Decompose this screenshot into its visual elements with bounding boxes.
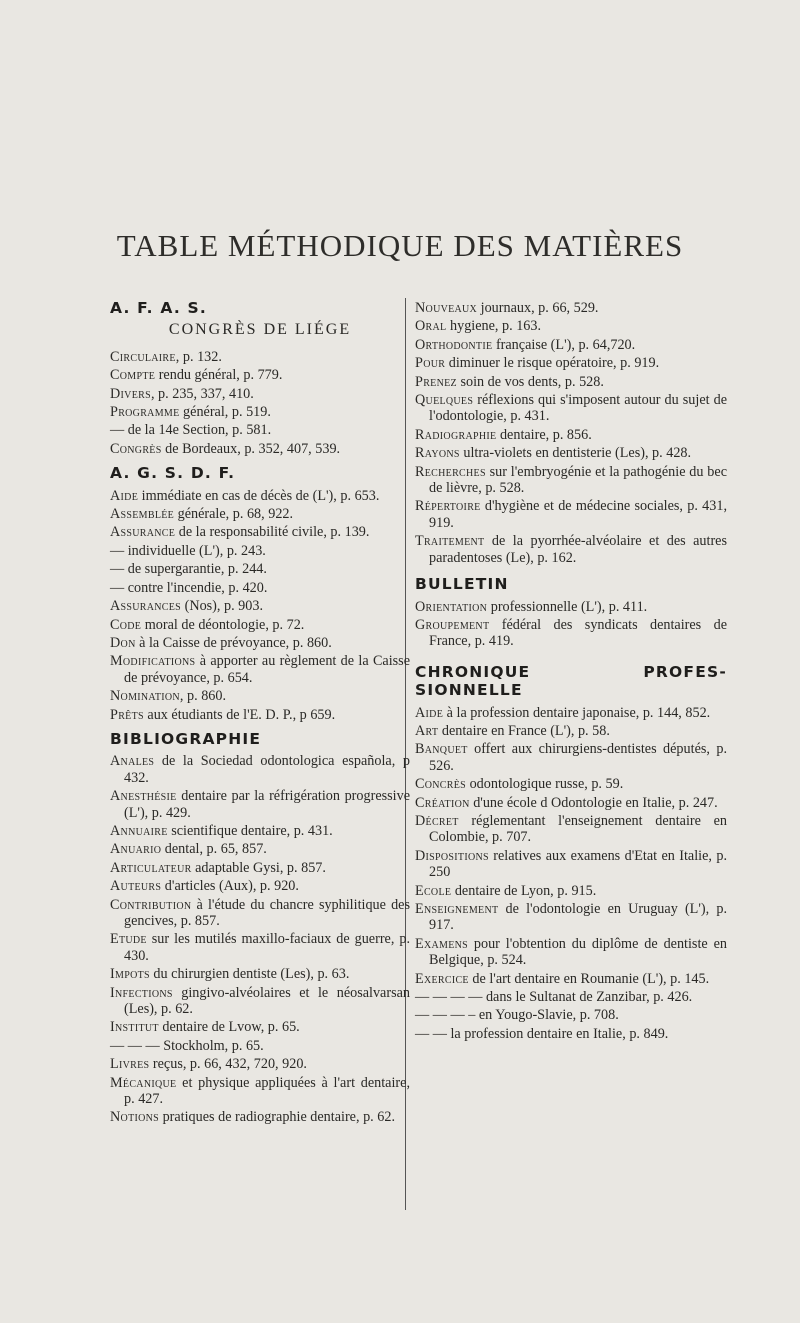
entry-text: d'une école d Odontologie en Italie, p. 247. [469,794,718,811]
entry-keyword: Anales [110,753,155,770]
heading-word: PROFES- [643,662,727,681]
index-entry [110,653,410,686]
entry-text: à apporter au règlement de la Caisse de prévoyance, p. 654. [124,653,410,686]
page-title: TABLE MÉTHODIQUE DES MATIÈRES [116,228,684,263]
section-heading-continued: SIONNELLE [415,681,523,700]
entry-text: à la Caisse de prévoyance, p. 860. [135,634,332,651]
entry-keyword: Décret [415,812,459,829]
index-entry [110,878,410,894]
entry-keyword: Circulaire [110,348,176,365]
index-entry [110,422,410,438]
entry-keyword: Pour [415,355,446,372]
entry-text: du chirurgien dentiste (Les), p. 63. [149,966,350,983]
entry-text: générale, p. 68, 922. [174,506,294,523]
entry-text: soin de vos dents, p. 528. [456,373,604,390]
entry-text: fédéral des syndicats dentaires de France, p. 419. [429,616,727,650]
entry-text: journaux, p. 66, 529. [477,300,599,316]
index-entry [415,813,727,846]
entry-text: pour l'obtention du diplôme de dentiste en Belgique, p. 524. [429,935,727,969]
entry-text: de l'odontologie en Uruguay (L'), p. 917. [429,901,727,934]
entry-keyword: Ecole [415,882,452,899]
entry-keyword: Code [110,616,142,633]
index-entry [415,599,727,615]
index-entry [110,985,410,1018]
index-entry [415,427,727,443]
entry-keyword: Rayons [415,445,460,462]
index-entry [415,901,727,934]
entry-keyword: Contribution [110,896,192,913]
entry-text: française (L'), p. 64,720. [492,336,636,353]
entry-text: — de la 14e Section, p. 581. [110,422,272,439]
entry-text: — de supergarantie, p. 244. [110,561,267,578]
entry-keyword: Infections [110,984,173,1001]
index-entry [110,1075,410,1108]
index-entry [110,524,410,540]
entry-text: sur les mutilés maxillo-faciaux de guerre, p. 430. [124,931,410,964]
index-entry [415,498,727,531]
entry-text: de Bordeaux, p. 352, 407, 539. [161,440,341,457]
entry-text: dentaire, p. 856. [496,426,592,443]
entry-text: rendu général, p. 779. [155,367,283,384]
entry-text: adaptable Gysi, p. 857. [191,859,326,876]
entry-keyword: Divers [110,385,151,402]
entry-text: dental, p. 65, 857. [161,841,267,858]
index-entry [110,707,410,723]
right-column [415,300,727,1044]
index-entry [415,883,727,899]
index-entry [415,300,727,316]
entry-keyword: Banquet [415,741,468,758]
section-heading [415,664,727,680]
entry-text: — contre l'incendie, p. 420. [110,579,268,596]
entry-keyword: Livres [110,1056,150,1073]
entry-keyword: Impots [110,966,150,983]
entry-text: de l'art dentaire en Roumanie (L'), p. 145. [468,970,710,987]
index-entry [415,445,727,461]
entry-text: diminuer le risque opératoire, p. 919. [445,355,660,372]
entry-text: dentaire en France (L'), p. 58. [438,722,610,739]
entry-text: dentaire de Lyon, p. 915. [451,882,597,899]
entry-keyword: Orientation [415,598,488,615]
index-entry [110,841,410,857]
entry-text: sur l'embryogénie et la pathogénie du bec de lièvre, p. 528. [429,463,727,497]
entry-text: professionnelle (L'), p. 411. [487,598,648,615]
index-entry [415,936,727,969]
entry-text: offert aux chirurgiens-dentistes députés, p. 526. [429,741,727,774]
entry-keyword: Assurance [110,524,176,541]
index-entry [110,860,410,876]
index-entry [110,966,410,982]
entry-text: — — — – en Yougo-Slavie, p. 708. [415,1007,619,1024]
index-entry [110,753,410,786]
index-entry [110,1056,410,1072]
index-entry [110,1109,410,1125]
section-heading: BIBLIOGRAPHIE [110,729,262,748]
index-entry [110,441,410,457]
entry-keyword: Articulateur [110,859,192,876]
index-entry [110,488,410,504]
entry-text: de la Sociedad odontologica española, p 432. [124,753,410,786]
entry-keyword: Compte [110,367,156,384]
entry-keyword: Groupement [415,616,490,633]
index-entry [415,318,727,334]
entry-text: aux étudiants de l'E. D. P., p 659. [143,706,336,723]
entry-keyword: Enseignement [415,901,499,917]
entry-keyword: Modifications [110,653,196,670]
heading-word: CHRONIQUE [415,662,531,681]
index-entry [110,349,410,365]
entry-keyword: Création [415,794,470,811]
entry-keyword: Anuario [110,841,162,858]
entry-text: (Nos), p. 903. [181,598,264,615]
entry-text: immédiate en cas de décès de (L'), p. 653. [138,487,380,504]
entry-text: réflexions qui s'imposent autour du sujet de l'odontologie, p. 431. [429,392,727,425]
index-entry [110,543,410,559]
entry-text: dentaire de Lvow, p. 65. [158,1019,300,1036]
entry-keyword: Aide [415,704,444,721]
entry-keyword: Exercice [415,970,469,987]
entry-text: et physique appliquées à l'art dentaire, p. 427. [124,1074,410,1108]
entry-text: , p. 132. [175,348,222,365]
entry-keyword: Examens [415,935,468,952]
entry-text: à la profession dentaire japonaise, p. 144, 852. [443,704,711,721]
entry-keyword: Traitement [415,533,485,550]
index-entry [110,1038,410,1054]
entry-text: — — la profession dentaire en Italie, p. 849. [415,1025,669,1042]
entry-text: hygiene, p. 163. [446,318,542,335]
index-entry [415,1026,727,1042]
index-entry [110,598,410,614]
index-entry [415,795,727,811]
index-entry [110,1019,410,1035]
entry-text: relatives aux examens d'Etat en Italie, p. 250 [429,847,727,881]
index-entry [110,823,410,839]
index-entry [110,386,410,402]
index-entry [110,688,410,704]
index-entry [415,464,727,497]
entry-text: de la responsabilité civile, p. 139. [175,524,370,541]
entry-text: de la pyorrhée-alvéolaire et des autres paradentoses (Le), p. 162. [429,533,727,566]
entry-keyword: Concrès [415,776,467,793]
entry-text: ultra-violets en dentisterie (Les), p. 428. [459,445,692,462]
index-entry [110,635,410,651]
entry-keyword: Dispositions [415,847,489,864]
entry-keyword: Nomination [110,688,180,705]
entry-keyword: Institut [110,1019,159,1036]
entry-text: , p. 235, 337, 410. [150,385,254,402]
entry-keyword: Assurances [110,598,182,615]
index-entry [415,1007,727,1023]
entry-keyword: Etude [110,931,147,948]
entry-keyword: Auteurs [110,878,162,895]
entry-keyword: Quelques [415,392,474,409]
index-entry [110,561,410,577]
entry-keyword: Don [110,634,136,651]
entry-text: réglementant l'enseignement dentaire en Colombie, p. 707. [429,812,727,846]
entry-keyword: Congrès [110,440,162,457]
index-entry [415,337,727,353]
index-entry [110,580,410,596]
entry-text: odontologique russe, p. 59. [466,776,624,793]
entry-keyword: Prenez [415,373,457,390]
index-entry [415,989,727,1005]
entry-text: gingivo-alvéolaires et le néosalvarsan (Les), p. 62. [124,984,410,1018]
entry-keyword: Assemblée [110,506,175,523]
entry-keyword: Annuaire [110,822,168,839]
index-entry [415,374,727,390]
index-entry [110,506,410,522]
entry-text: général, p. 519. [179,404,271,421]
index-entry [110,897,410,930]
index-entry [415,723,727,739]
entry-text: pratiques de radiographie dentaire, p. 62. [159,1109,395,1126]
index-entry [415,971,727,987]
entry-text: reçus, p. 66, 432, 720, 920. [149,1056,307,1073]
entry-text: scientifique dentaire, p. 431. [167,822,333,839]
index-entry [110,404,410,420]
entry-keyword: Orthodontie [415,336,493,353]
index-entry [415,705,727,721]
index-entry [415,776,727,792]
index-entry [110,617,410,633]
entry-keyword: Nouveaux [415,300,478,316]
entry-keyword: Anesthésie [110,788,177,805]
entry-text: d'hygiène et de médecine sociales, p. 431, 919. [429,498,727,531]
left-column [110,300,410,1128]
entry-keyword: Oral [415,318,447,335]
index-entry [110,931,410,964]
entry-text: dentaire par la réfrigération progressive (L'), p. 429. [124,788,410,821]
section-heading: A. G. S. D. F. [110,464,236,483]
entry-text: — — — — dans le Sultanat de Zanzibar, p. 426. [415,989,693,1006]
index-entry [415,617,727,650]
index-entry [415,533,727,566]
entry-keyword: Répertoire [415,498,481,515]
index-entry [415,355,727,371]
entry-text: — — — Stockholm, p. 65. [110,1037,264,1054]
index-entry [415,392,727,425]
entry-keyword: Art [415,722,439,739]
index-entry [110,788,410,821]
entry-keyword: Aide [110,487,139,504]
index-entry [415,848,727,881]
entry-keyword: Recherches [415,463,486,480]
section-subheading: CONGRÈS DE LIÉGE [168,321,352,339]
entry-keyword: Notions [110,1109,160,1126]
entry-text: à l'étude du chancre syphilitique des gencives, p. 857. [124,896,410,929]
section-heading: A. F. A. S. [110,299,207,317]
entry-keyword: Mécanique [110,1074,177,1091]
entry-text: d'articles (Aux), p. 920. [161,878,299,895]
entry-text: , p. 860. [179,688,227,705]
entry-keyword: Prêts [110,706,144,723]
section-heading: BULLETIN [415,575,509,594]
index-entry [415,741,727,774]
entry-text: moral de déontologie, p. 72. [141,616,305,633]
entry-text: — individuelle (L'), p. 243. [110,542,266,559]
entry-keyword: Programme [110,404,180,421]
entry-keyword: Radiographie [415,426,497,443]
index-entry [110,367,410,383]
